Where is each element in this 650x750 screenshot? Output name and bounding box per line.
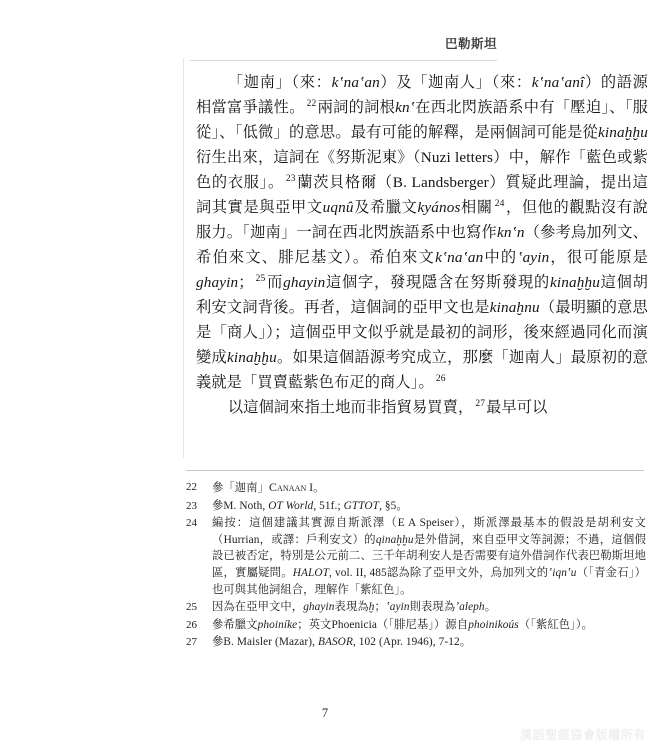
- title-italic: OT World: [268, 499, 314, 512]
- transliteration: kinaḫḫu: [550, 274, 600, 291]
- transliteration: kʽnaʽan: [435, 249, 484, 266]
- text-segment: 則表現為: [409, 601, 456, 614]
- transliteration: ʼaleph: [455, 601, 485, 614]
- transliteration: kinaḫḫu: [598, 124, 648, 141]
- text-segment: , 51f.;: [313, 499, 344, 512]
- transliteration: ḫ: [368, 601, 375, 614]
- footnote-number: 24: [186, 517, 197, 530]
- text-segment: ）的語源相當富爭議性。: [196, 74, 648, 116]
- transliteration: phoiníke: [257, 618, 298, 631]
- paragraph-1: [196, 70, 648, 395]
- text-segment: 。: [484, 601, 497, 614]
- footnote-ref-22[interactable]: 22: [306, 98, 317, 109]
- text-segment: 中的: [483, 249, 518, 266]
- body-text: [196, 70, 648, 420]
- text-segment: ；: [238, 274, 254, 291]
- footnote-list: [186, 479, 646, 652]
- footnote-item: [186, 617, 646, 634]
- transliteration: ghayin: [303, 601, 335, 614]
- text-segment: 參希臘文: [212, 618, 258, 631]
- footnote-ref-25[interactable]: 25: [255, 273, 266, 284]
- text-segment: 兩詞的詞根: [317, 99, 396, 116]
- gutter-divider: [183, 58, 184, 458]
- text-segment: 最早可以: [486, 399, 548, 416]
- transliteration: kinaḫnu: [489, 299, 540, 316]
- transliteration: qinaḫḫu: [375, 533, 414, 546]
- footnote-number: 26: [186, 618, 197, 631]
- transliteration: kyános: [417, 199, 461, 216]
- text-segment: 編按：這個建議其實源自斯派澤（E A Speiser），斯派澤最基本的假設是胡利安文（Hurrian，或譯：戶利安文）的: [212, 517, 646, 546]
- text-segment: 而: [266, 274, 284, 291]
- footnote-ref-27[interactable]: 27: [475, 398, 486, 409]
- footnote-body: [212, 599, 646, 616]
- footnote-ref-26[interactable]: 26: [435, 373, 446, 384]
- footnote-body: [212, 515, 646, 598]
- footnote-item: [186, 634, 646, 651]
- transliteration: kinaḫḫu: [226, 349, 277, 366]
- transliteration: knʽn: [496, 224, 525, 241]
- footnote-body: [212, 634, 646, 651]
- transliteration: knʽ: [395, 99, 415, 116]
- text-segment: , 102 (Apr. 1946), 7-12。: [352, 636, 472, 649]
- footnote-ref-23[interactable]: 23: [285, 173, 296, 184]
- text-segment: 是外借詞，來自亞甲文等詞源；不過，這個假設已被否定，特別是公元前二、三千年胡利安人是否需要有這外借詞作代表巴勒斯坦地區，實屬疑問。: [212, 533, 646, 579]
- small-caps-term: Canaan: [269, 480, 307, 494]
- text-segment: 表現為: [334, 601, 369, 614]
- footnote-item: [186, 599, 646, 616]
- text-segment: 以這個詞來指土地而非指貿易買賣，: [227, 399, 474, 416]
- text-segment: （最明顯的意思是「商人」）；這個亞甲文似乎就是最初的詞形，後來經過同化而演變成: [196, 299, 648, 366]
- text-segment: 這個字，發現隱含在努斯發現的: [325, 274, 551, 291]
- text-segment: 參M. Noth,: [212, 499, 269, 512]
- text-segment: 衍生出來，這詞在《努斯泥東》（Nuzi letters）中，解作「藍色或紫色的衣服」。: [196, 149, 648, 191]
- text-segment: ；英文Phoenicia（「腓尼基」）源自: [297, 618, 469, 631]
- text-segment: , vol. II, 485認為除了亞甲文外，烏加列文的: [329, 566, 549, 579]
- text-segment: , §5。: [379, 499, 408, 512]
- transliteration: ʽayin: [385, 601, 410, 614]
- footnote-ref-24[interactable]: 24: [494, 198, 505, 209]
- transliteration: ghayin: [283, 274, 326, 291]
- paragraph-2: [196, 395, 648, 420]
- header-divider: [190, 60, 497, 61]
- transliteration: phoinikoús: [468, 618, 519, 631]
- footnote-item: [186, 479, 646, 497]
- footnote-number: 25: [186, 601, 197, 614]
- text-segment: （「紫紅色」）。: [518, 618, 594, 631]
- copyright-watermark: 漢語聖經協會版權所有: [519, 728, 646, 742]
- footnote-item: [186, 515, 646, 598]
- footnote-body: [212, 617, 646, 634]
- text-segment: 蘭茨貝格爾（B. Landsberger）質疑此理論，提出這詞其實是與亞甲文: [196, 174, 648, 216]
- transliteration: kʽnaʽanî: [531, 74, 585, 91]
- text-segment: 相關: [460, 199, 493, 216]
- footnote-separator: [186, 470, 644, 471]
- title-italic: BASOR: [317, 636, 353, 649]
- text-segment: 。如果這個語源考究成立，那麼「迦南人」最原初的意義就是「買賣藍紫色布疋的商人」。: [196, 349, 648, 391]
- running-head: 巴勒斯坦: [444, 37, 497, 51]
- transliteration: ʽiqnʽu: [548, 566, 577, 579]
- footnote-number: 22: [186, 481, 197, 493]
- footnote-number: 27: [186, 636, 197, 649]
- footnote-body: [212, 498, 646, 515]
- text-segment: I。: [306, 482, 325, 494]
- text-segment: 「迦南」（來：: [227, 74, 332, 91]
- text-segment: 這個胡利安文詞背後。再者，這個詞的亞甲文也是: [196, 274, 649, 316]
- footnote-number: 23: [186, 499, 197, 512]
- text-segment: ，但他的觀點沒有說服力。「迦南」一詞在西北閃族語系中也寫作: [196, 199, 648, 241]
- transliteration: ghayin: [196, 274, 239, 291]
- transliteration: kʽnaʽan: [331, 74, 380, 91]
- footnote-body: [212, 479, 646, 497]
- page-number: 7: [321, 706, 329, 720]
- text-segment: （「青金石」）也可與其他詞組合，理解作「紫紅色」。: [212, 566, 647, 596]
- text-segment: 及希臘文: [353, 199, 418, 216]
- text-segment: （參考烏加列文、希伯來文、腓尼基文）。希伯來文: [196, 224, 649, 266]
- footnote-item: [186, 498, 646, 515]
- text-segment: 參B. Maisler (Mazar),: [212, 636, 318, 649]
- text-segment: 因為在亞甲文中，: [212, 601, 304, 614]
- text-segment: 在西北閃族語系中有「壓迫」、「服從」、「低微」的意思。最有可能的解釋，是兩個詞可能是從: [196, 99, 649, 141]
- text-segment: ；: [374, 601, 386, 614]
- title-italic: HALOT: [292, 566, 330, 579]
- text-segment: ）及「迦南人」（來：: [379, 74, 532, 91]
- transliteration: uqnû: [322, 199, 354, 216]
- text-segment: ，很可能原是: [549, 249, 648, 266]
- title-italic: GTTOT: [343, 499, 380, 512]
- text-segment: 參「迦南」: [212, 482, 269, 494]
- transliteration: ʽayin: [517, 249, 550, 266]
